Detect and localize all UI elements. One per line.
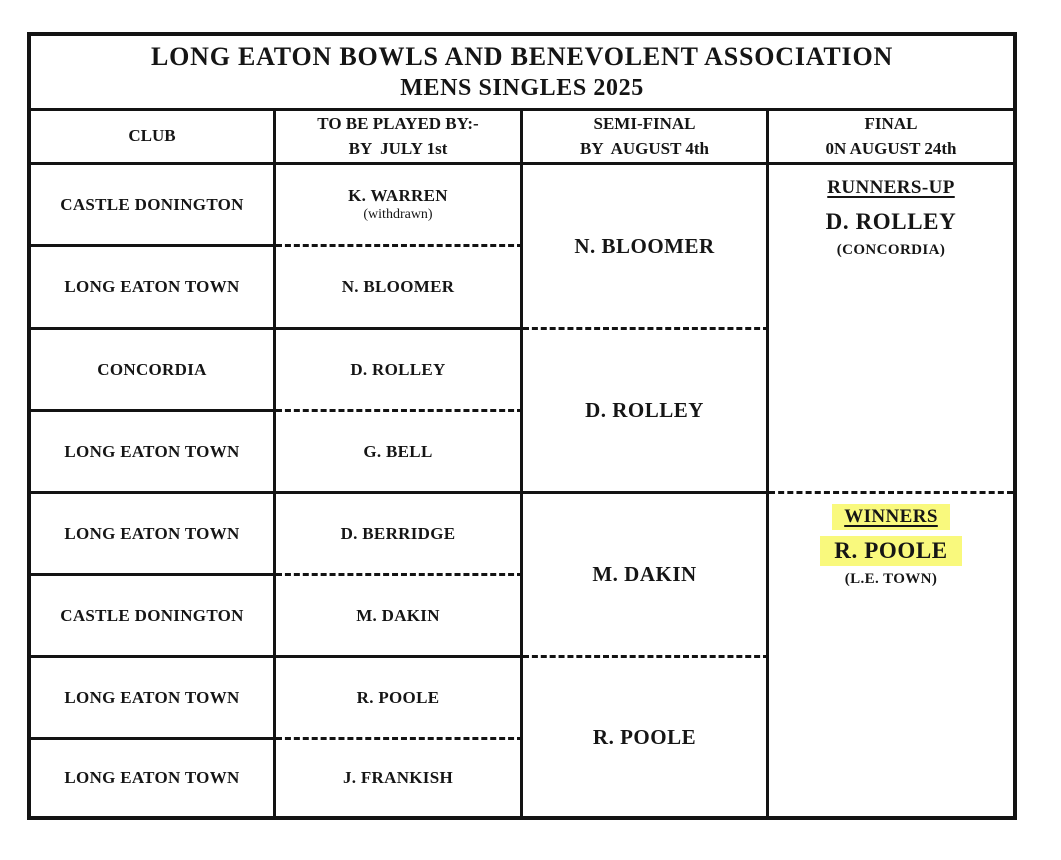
club-cell: CONCORDIA (31, 330, 276, 412)
sheet-title-cell (31, 36, 1013, 111)
runners-up-cell (769, 165, 1013, 494)
player-name: M. DAKIN (356, 605, 440, 625)
header-final-line2: 0N AUGUST 24th (825, 138, 957, 158)
round1-player-cell (276, 740, 523, 816)
round1-player-cell (276, 165, 523, 247)
club-cell: CASTLE DONINGTON (31, 576, 276, 658)
semifinalist-cell: D. ROLLEY (523, 330, 769, 494)
runners-up-label: RUNNERS-UP (827, 177, 955, 198)
player-name: D. BERRIDGE (340, 523, 456, 543)
semifinalist-cell: M. DAKIN (523, 494, 769, 658)
semifinalist-cell: N. BLOOMER (523, 165, 769, 330)
club-cell: LONG EATON TOWN (31, 658, 276, 740)
round1-player-cell (276, 412, 523, 494)
club-cell: LONG EATON TOWN (31, 412, 276, 494)
winners-name: R. POOLE (820, 536, 961, 566)
column-header-semifinal (523, 111, 769, 165)
player-name: J. FRANKISH (342, 768, 454, 787)
player-name: R. POOLE (356, 687, 440, 707)
round1-player-cell (276, 658, 523, 740)
club-cell: LONG EATON TOWN (31, 247, 276, 330)
round1-player-cell (276, 576, 523, 658)
player-note: (withdrawn) (363, 206, 433, 222)
winners-club: (L.E. TOWN) (844, 571, 938, 587)
player-name: K. WARREN (348, 185, 448, 205)
club-cell: LONG EATON TOWN (31, 494, 276, 576)
player-name: N. BLOOMER (341, 277, 455, 296)
player-name: G. BELL (363, 441, 433, 461)
column-header-round1 (276, 111, 523, 165)
header-final-line1: FINAL (864, 113, 918, 133)
winners-cell (769, 494, 1013, 816)
header-semifinal-line2: BY AUGUST 4th (580, 138, 709, 158)
header-round1-line2: BY JULY 1st (348, 138, 448, 158)
column-header-final (769, 111, 1013, 165)
column-header-club (31, 111, 276, 165)
round1-player-cell (276, 330, 523, 412)
round1-player-cell (276, 247, 523, 330)
semifinalist-cell: R. POOLE (523, 658, 769, 816)
winners-label: WINNERS (832, 504, 950, 530)
header-club-line1: CLUB (128, 126, 176, 146)
association-title: LONG EATON BOWLS AND BENEVOLENT ASSOCIATION (150, 42, 894, 72)
tournament-bracket-sheet (27, 32, 1017, 820)
header-semifinal-line1: SEMI-FINAL (593, 113, 696, 133)
club-cell: LONG EATON TOWN (31, 740, 276, 816)
round1-player-cell (276, 494, 523, 576)
club-cell: CASTLE DONINGTON (31, 165, 276, 247)
player-name: D. ROLLEY (350, 359, 446, 379)
runners-up-name: D. ROLLEY (825, 209, 957, 234)
competition-title: MENS SINGLES 2025 (400, 74, 644, 101)
runners-up-club: (CONCORDIA) (836, 242, 946, 258)
header-round1-line1: TO BE PLAYED BY:- (317, 113, 479, 133)
